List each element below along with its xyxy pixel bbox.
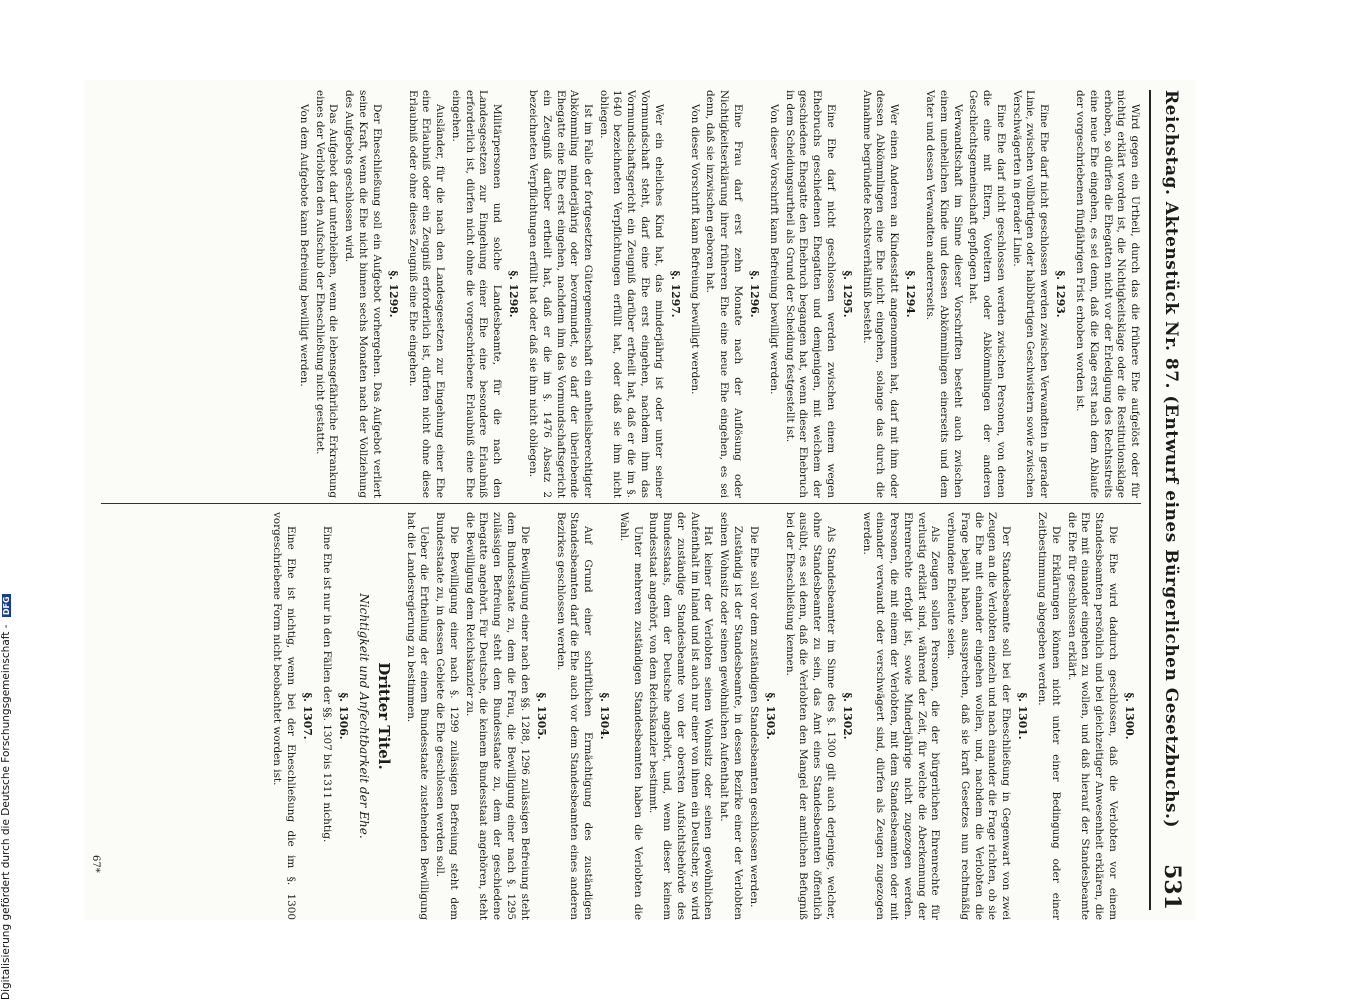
paragraph: Hat keiner der Verlobten seinen Wohnsitz oder seinen gewöhnlichen Aufenthalt im Inland und ist auch nur einer von ihnen ein Deutscher, so wird der zuständige Standesbeamte von der obersten Aufsichtsbehörde des Bundesstaats, dem der Deutsche angehört, und, wenn dieser keinem Bundesstaat angehört, von dem Reichskanzler bestimmt. bbox=[647, 512, 715, 920]
paragraph: Als Zeugen sollen Personen, die der bürgerlichen Ehrenrechte für verlustig erklärt sind, während der Zeit, für welche die Aberkennung der Ehrenrechte erfolgt ist, sowie Minderjährige nicht zugezogen werden. Personen, die mit einem der Verlobten, mit dem Standesbeamten oder mit einander verwandt oder verschwägert sind, dürfen als Zeugen zugezogen werden. bbox=[860, 512, 942, 920]
section-heading: §. 1298. bbox=[507, 270, 521, 318]
paragraph: Das Aufgebot darf unterbleiben, wenn die lebensgefährliche Erkrankung eines der Verlobten den Aufschub der Eheschließung nicht gestattet. bbox=[313, 90, 340, 498]
section-heading: §. 1304. bbox=[598, 692, 612, 740]
title-heading: Dritter Titel. bbox=[374, 662, 393, 770]
paragraph: Wer einen Anderen an Kindesstatt angenommen hat, darf mit ihm oder dessen Abkömmlingen eine Ehe nicht eingehen, solange das durch die Annahme begründete Rechtsverhältniß besteht. bbox=[860, 90, 901, 498]
section-heading: §. 1299. bbox=[386, 270, 400, 318]
running-header bbox=[1149, 90, 1189, 910]
column-divider bbox=[101, 503, 1141, 504]
paragraph: Eine Ehe darf nicht geschlossen werden zwischen einem wegen Ehebruchs geschiedenen Ehegatten und demjenigen, mit welchem der geschiedene Ehegatte den Ehebruch begangen hat, wenn dieser Ehebruch in dem Scheidungsurtheil als Grund der Scheidung festgestellt ist. bbox=[783, 90, 837, 498]
paragraph: Die Bewilligung einer nach §. 1299 zulässigen Befreiung steht dem Bundesstaate zu, in dessen Gebiete die Ehe geschlossen werden soll. bbox=[434, 512, 460, 920]
paragraph: Von dieser Vorschrift kann Befreiung bewilligt werden. bbox=[767, 104, 780, 395]
page-number: 531 bbox=[1159, 864, 1185, 910]
section-heading: §. 1295. bbox=[841, 270, 855, 318]
paragraph: Der Standesbeamte soll bei der Eheschließung in Gegenwart von zwei Zeugen an die Verlobten einzeln und nach einander die Frage richten, ob sie die Ehe mit einander eingehen wollen, und, nachdem die Verlobten die Frage bejaht haben, aussprechen, daß sie kraft Gesetzes nun rechtmäßig verbundene Eheleute seien. bbox=[945, 512, 1013, 920]
section-heading: §. 1303. bbox=[763, 692, 777, 740]
section-heading: §. 1294. bbox=[904, 270, 918, 318]
paragraph: Eine Ehe ist nichtig, wenn bei der Eheschließung die im §. 1300 vorgeschriebene Form nicht beobachtet worden ist. bbox=[271, 512, 298, 920]
section-heading: §. 1302. bbox=[841, 692, 855, 740]
section-heading: §. 1306. bbox=[337, 692, 351, 740]
paragraph: Ausländer, für die nach den Landesgesetzen zur Eingehung einer Ehe eine Erlaubniß oder ein Zeugniß erforderlich ist, dürfen nicht ohne diese Erlaubniß oder ohne dieses Zeugniß eine Ehe eingehen. bbox=[406, 90, 447, 498]
paragraph: Die Erklärungen können nicht unter einer Bedingung oder einer Zeitbestimmung abgegeben werden. bbox=[1036, 512, 1062, 920]
paragraph: Von dem Aufgebote kann Befreiung bewilligt werden. bbox=[298, 104, 310, 387]
paragraph: Ist im Falle der fortgesetzten Gütergemeinschaft ein antheilsberechtigter Abkömmling minderjährig oder bevormundet, so darf der überlebende Ehegatte eine Ehe erst eingehen, nachdem ihm das Vormundschaftsgericht ein Zeugniß darüber ertheilt hat, daß er die im §. 1476 Absatz 2 bezeichneten Verpflichtungen erfüllt hat oder daß sie ihm nicht obliegen. bbox=[527, 90, 594, 498]
paragraph: Wer ein eheliches Kind hat, das minderjährig ist oder unter seiner Vormundschaft steht, darf eine Ehe erst eingehen, nachdem ihm das Vormundschaftsgericht ein Zeugniß darüber ertheilt hat, daß er die im §. 1640 bezeichneten Verpflichtungen erfüllt hat, oder daß sie ihm nicht obliegen. bbox=[597, 90, 665, 498]
paragraph: Von dieser Vorschrift kann Befreiung bewilligt werden. bbox=[688, 104, 701, 395]
digitization-note bbox=[0, 0, 16, 1000]
paragraph: Auf Grund einer schriftlichen Ermächtigung des zuständigen Standesbeamten darf die Ehe auch vor dem Standesbeamten eines anderen Bezirkes geschlossen werden. bbox=[554, 512, 594, 920]
section-heading: §. 1293. bbox=[1054, 270, 1068, 318]
paragraph: Zuständig ist der Standesbeamte, in dessen Bezirke einer der Verlobten seinen Wohnsitz oder seinen gewöhnlichen Aufenthalt hat. bbox=[718, 512, 744, 920]
section-heading: §. 1297. bbox=[668, 270, 682, 318]
section-heading: §. 1301. bbox=[1016, 692, 1030, 740]
paragraph: Die Ehe wird dadurch geschlossen, daß die Verlobten vor einem Standesbeamten persönlich und bei gleichzeitiger Anwesenheit erklären, die Ehe mit einander eingehen zu wollen, und daß hierauf der Standesbeamte die Ehe für geschlossen erklärt. bbox=[1065, 512, 1119, 920]
paragraph: Als Standesbeamter im Sinne des §. 1300 gilt auch derjenige, welcher, ohne Standesbeamter zu sein, das Amt eines Standesbeamten öffentlich ausübt, es sei denn, daß die Verlobten den Mangel der amtlichen Befugniß bei der Eheschließung kennen. bbox=[783, 512, 837, 920]
right-text-column bbox=[101, 512, 1141, 920]
dfg-logo: DFG bbox=[2, 596, 11, 616]
section-heading: §. 1296. bbox=[748, 270, 762, 318]
rotated-document-page bbox=[85, 80, 1195, 920]
section-heading: §. 1300. bbox=[1123, 692, 1136, 740]
paragraph: Militärpersonen und solche Landesbeamte, für die nach den Landesgesetzen zur Eingehung einer Ehe eine besondere Erlaubniß erforderlich ist, dürfen nicht ohne die vorgeschriebene Erlaubniß eine Ehe eingehen. bbox=[449, 90, 504, 498]
section-heading: §. 1305. bbox=[534, 692, 548, 740]
paragraph: Unter mehreren zuständigen Standesbeamten haben die Verlobten die Wahl. bbox=[617, 512, 644, 920]
left-text-column bbox=[101, 90, 1141, 498]
paragraph: Eine Ehe darf nicht geschlossen werden zwischen Verwandten in gerader Linie, zwischen vollbürtigen oder halbbürtigen Geschwistern sowie zwischen Verschwägerten in gerader Linie. bbox=[1010, 90, 1051, 498]
section-heading: §. 1307. bbox=[301, 692, 315, 740]
digitization-note-text: Digitalisierung gefördert durch die Deutsche Forschungsgemeinschaft - bbox=[0, 624, 12, 1000]
paragraph: Eine Ehe ist nur in den Fällen der §§. 1307 bis 1311 nichtig. bbox=[321, 526, 334, 843]
paragraph: Der Eheschließung soll ein Aufgebot vorhergehen. Das Aufgebot verliert seine Kraft, wenn die Ehe nicht binnen sechs Monaten nach der Vollziehung des Aufgebots geschlossen wird. bbox=[343, 90, 383, 498]
paragraph: Eine Frau darf erst zehn Monate nach der Auflösung oder Nichtigkeitserklärung ihrer früheren Ehe eine neue Ehe eingehen, es sei denn, daß sie inzwischen geboren hat. bbox=[704, 90, 744, 498]
header-rule bbox=[1149, 90, 1151, 910]
paragraph: Ueber die Ertheilung der einem Bundesstaate zustehenden Bewilligung hat die Landesregierung zu bestimmen. bbox=[404, 512, 431, 920]
title-heading: Nichtigkeit und Anfechtbarkeit der Ehe. bbox=[357, 593, 372, 839]
paragraph: Wird gegen ein Urtheil, durch das die frühere Ehe aufgelöst oder für nichtig erklärt worden ist, die Nichtigkeitsklage oder die Restitutionsklage erhoben, so dürfen die Ehegatten nicht vor der Erledigung des Rechtsstreits eine neue Ehe eingehen, es sei denn, daß die Klage erst nach dem Ablaufe der vorgeschriebenen fünfjährigen Frist erhoben worden ist. bbox=[1074, 90, 1141, 498]
paragraph: Die Bewilligung einer nach den §§. 1288, 1296 zulässigen Befreiung steht dem Bundesstaate zu, dem die Frau, die Bewilligung einer nach §. 1295 zulässigen Befreiung steht dem Bundesstaate zu, dem der geschiedene Ehegatte angehört. Für Deutsche, die keinem Bundesstaat angehören, steht die Bewilligung dem Reichskanzler zu. bbox=[463, 512, 531, 920]
signature-mark: 67* bbox=[90, 855, 101, 873]
paragraph: Verwandtschaft im Sinne dieser Vorschriften besteht auch zwischen einem unehelichen Kinde und dessen Abkömmlingen einerseits und dem Vater und dessen Verwandten andererseits. bbox=[924, 90, 964, 498]
paragraph: Eine Ehe darf nicht geschlossen werden zwischen Personen, von denen die eine mit Eltern, Voreltern oder Abkömmlingen der anderen Geschlechtsgemeinschaft gepflogen hat. bbox=[967, 90, 1007, 498]
header-title: Reichstag. Aktenstück Nr. 87. (Entwurf eines Bürgerlichen Gesetzbuchs.) bbox=[1161, 90, 1181, 828]
paragraph: Die Ehe soll vor dem zuständigen Standesbeamten geschlossen werden. bbox=[747, 526, 760, 908]
